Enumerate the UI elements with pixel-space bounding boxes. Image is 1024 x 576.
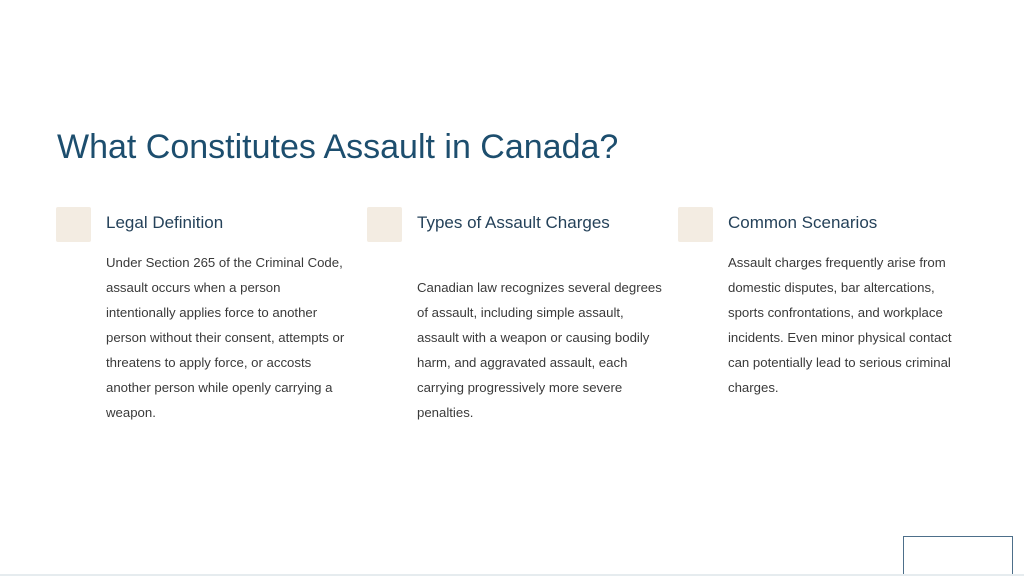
- placeholder-icon: [678, 207, 713, 242]
- card-title: Legal Definition: [106, 213, 224, 232]
- page-title: What Constitutes Assault in Canada?: [57, 128, 619, 166]
- placeholder-icon: [56, 207, 91, 242]
- corner-frame: [903, 536, 1013, 576]
- card-title: Types of Assault Charges: [417, 213, 610, 232]
- placeholder-icon: [367, 207, 402, 242]
- card-title: Common Scenarios: [728, 213, 878, 232]
- card-body: Canadian law recognizes several degrees of assault, including simple assault, assault with a weapon or causing bodily harm, and aggravated assault, each carrying progressively more severe penalties.: [417, 280, 662, 420]
- card-body: Assault charges frequently arise from domestic disputes, bar altercations, sports confrontations, and workplace incidents. Even minor physical contact can potentially lead to serious criminal charges.: [728, 255, 952, 395]
- card-body: Under Section 265 of the Criminal Code, assault occurs when a person intentionally applies force to another person without their consent, attempts or threatens to apply force, or accosts another person while openly carrying a weapon.: [106, 255, 345, 420]
